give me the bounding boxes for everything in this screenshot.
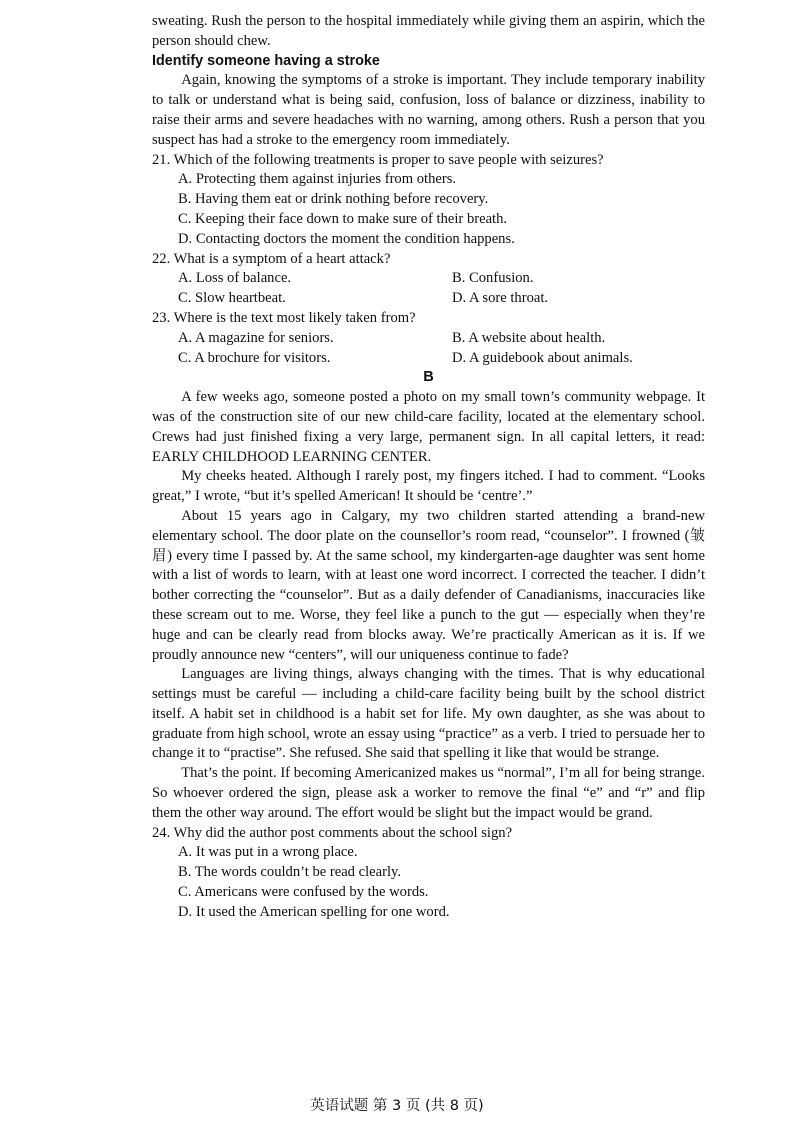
passage-paragraph: About 15 years ago in Calgary, my two children started attending a brand-new elementary school. The door plate on the counsellor’s room read, “counselor”. I frowned (皱眉) every time I passed by. At the same school, my kindergarten-age daughter was sent home with a list of words to learn, with at least one word incorrect. I corrected the teacher. I didn’t bother correcting the “counselor”. But as a daily defender of Canadianisms, inaccuracies like these scream out to me. Worse, they feel like a punch to the gut — especially when they’re huge and can be clearly read from blocks away. We’re practically American as it is. If we proudly announce new “centers”, will our uniqueness continue to fade? [152, 507, 705, 663]
question-stem: 23. Where is the text most likely taken from? [152, 309, 416, 326]
option-a: A. Protecting them against injuries from others. [178, 171, 457, 188]
option-a: A. It was put in a wrong place. [178, 844, 358, 861]
question-23 [152, 309, 705, 368]
option-a: A. A magazine for seniors. [178, 329, 334, 346]
option-b: B. The words couldn’t be read clearly. [178, 864, 402, 881]
continued-paragraph: sweating. Rush the person to the hospital immediately while giving them an aspirin, which the person should chew. [152, 13, 705, 49]
option-b: B. Having them eat or drink nothing before recovery. [178, 191, 489, 208]
question-stem: 22. What is a symptom of a heart attack? [152, 250, 391, 267]
option-b: B. Confusion. [452, 270, 534, 287]
option-c: C. Americans were confused by the words. [178, 884, 429, 901]
question-stem: 21. Which of the following treatments is proper to save people with seizures? [152, 151, 604, 168]
passage-paragraph: Languages are living things, always changing with the times. That is why educational settings must be careful — including a child-care facility being built by the school district itself. A habit set in childhood is a habit set for life. My own daughter, as she was about to graduate from high school, wrote an essay using “practice” as a verb. I tried to persuade her to change it to “practise”. She refused. She said that spelling it like that would be strange. [152, 666, 705, 762]
option-d: D. Contacting doctors the moment the condition happens. [178, 230, 515, 247]
page-content [152, 12, 705, 923]
option-a: A. Loss of balance. [178, 270, 292, 287]
option-b: B. A website about health. [452, 329, 606, 346]
question-21 [152, 151, 705, 250]
option-d: D. A guidebook about animals. [452, 349, 633, 366]
question-22 [152, 250, 705, 309]
option-d: D. A sore throat. [452, 290, 549, 307]
option-d: D. It used the American spelling for one word. [178, 903, 450, 920]
stroke-heading: Identify someone having a stroke [152, 52, 380, 69]
option-c: C. Slow heartbeat. [178, 290, 286, 307]
stroke-paragraph: Again, knowing the symptoms of a stroke is important. They include temporary inability to talk or understand what is being said, confusion, loss of balance or dizziness, inability to raise their arms and severe headaches with no warning, among others. Rush a person that you suspect has had a stroke to the emergency room immediately. [152, 72, 705, 148]
option-c: C. A brochure for visitors. [178, 349, 331, 366]
question-stem: 24. Why did the author post comments about the school sign? [152, 824, 513, 841]
passage-paragraph: That’s the point. If becoming Americanized makes us “normal”, I’m all for being strange. So whoever ordered the sign, please ask a worker to remove the final “e” and “r” and flip them the other way around. The effort would be slight but the impact would be grand. [152, 765, 705, 821]
question-24 [152, 824, 705, 923]
page-footer: 英语试题 第 3 页 (共 8 页) [310, 1098, 484, 1114]
passage-paragraph: My cheeks heated. Although I rarely post, my fingers itched. I had to comment. “Looks great,” I wrote, “but it’s spelled American! It should be ‘centre’.” [152, 468, 705, 505]
section-b-heading: B [423, 369, 434, 386]
option-c: C. Keeping their face down to make sure of their breath. [178, 210, 508, 227]
passage-paragraph: A few weeks ago, someone posted a photo on my small town’s community webpage. It was of the construction site of our new child-care facility, located at the elementary school. Crews had just finished fixing a very large, permanent sign. In all capital letters, it read: EARLY CHILDHOOD LEARNING CENTER. [152, 389, 705, 465]
